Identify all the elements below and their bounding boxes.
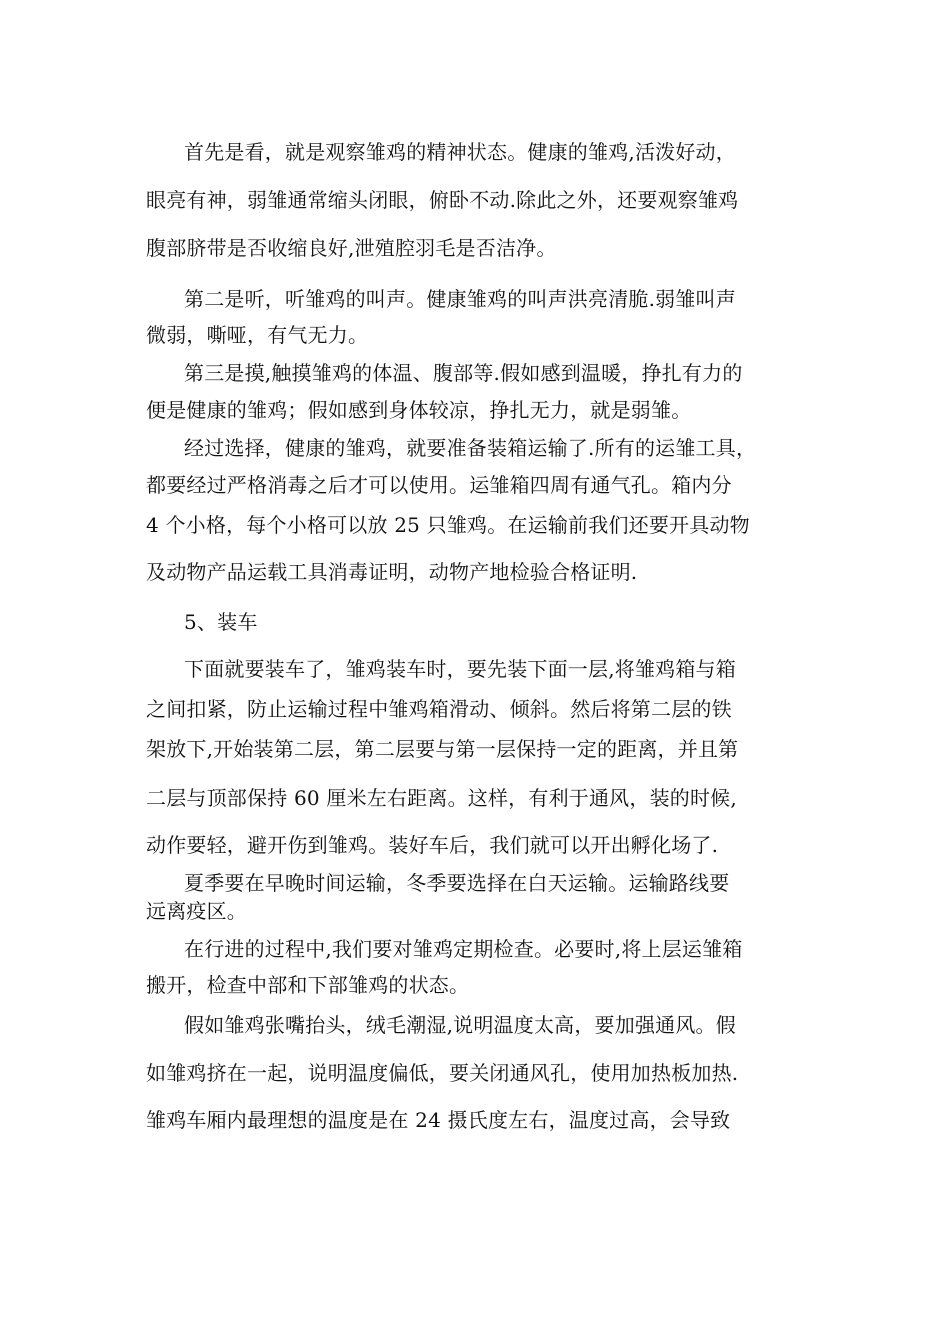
text-line: 第二是听，听雏鸡的叫声。健康雏鸡的叫声洪亮清脆.弱雏叫声 — [184, 287, 736, 311]
text-line: 便是健康的雏鸡；假如感到身体较凉，挣扎无力，就是弱雏。 — [146, 398, 692, 422]
text-line: 假如雏鸡张嘴抬头，绒毛潮湿,说明温度太高，要加强通风。假 — [184, 1013, 736, 1037]
section-heading: 5、装车 — [184, 610, 258, 634]
text-line: 之间扣紧，防止运输过程中雏鸡箱滑动、倾斜。然后将第二层的铁 — [146, 697, 732, 721]
text-line: 第三是摸,触摸雏鸡的体温、腹部等.假如感到温暖，挣扎有力的 — [184, 361, 743, 385]
text-line: 雏鸡车厢内最理想的温度是在 24 摄氏度左右，温度过高，会导致 — [146, 1108, 731, 1132]
text-line: 架放下,开始装第二层，第二层要与第一层保持一定的距离，并且第 — [146, 737, 739, 761]
text-line: 夏季要在早晚时间运输，冬季要选择在白天运输。运输路线要 — [184, 871, 730, 895]
text-line: 及动物产品运载工具消毒证明，动物产地检验合格证明. — [146, 560, 638, 584]
text-line: 如雏鸡挤在一起，说明温度偏低，要关闭通风孔，使用加热板加热. — [146, 1061, 739, 1085]
text-line: 微弱，嘶哑，有气无力。 — [146, 323, 369, 347]
text-line: 4 个小格，每个小格可以放 25 只雏鸡。在运输前我们还要开具动物 — [146, 513, 750, 537]
text-line: 首先是看，就是观察雏鸡的精神状态。健康的雏鸡,活泼好动， — [184, 140, 736, 164]
text-line: 动作要轻，避开伤到雏鸡。装好车后，我们就可以开出孵化场了. — [146, 833, 719, 857]
text-line: 眼亮有神，弱雏通常缩头闭眼，俯卧不动.除此之外，还要观察雏鸡 — [146, 188, 739, 212]
text-line: 腹部脐带是否收缩良好,泄殖腔羽毛是否洁净。 — [146, 236, 557, 260]
text-line: 二层与顶部保持 60 厘米左右距离。这样，有利于通风，装的时候, — [146, 786, 737, 810]
text-line: 下面就要装车了，雏鸡装车时，要先装下面一层,将雏鸡箱与箱 — [184, 657, 736, 681]
text-line: 在行进的过程中,我们要对雏鸡定期检查。必要时,将上层运雏箱 — [184, 937, 743, 961]
text-line: 远离疫区。 — [146, 899, 247, 923]
text-line: 搬开，检查中部和下部雏鸡的状态。 — [146, 973, 470, 997]
text-line: 都要经过严格消毒之后才可以使用。运雏箱四周有通气孔。箱内分 — [146, 473, 732, 497]
text-line: 经过选择，健康的雏鸡，就要准备装箱运输了.所有的运雏工具， — [184, 436, 757, 460]
